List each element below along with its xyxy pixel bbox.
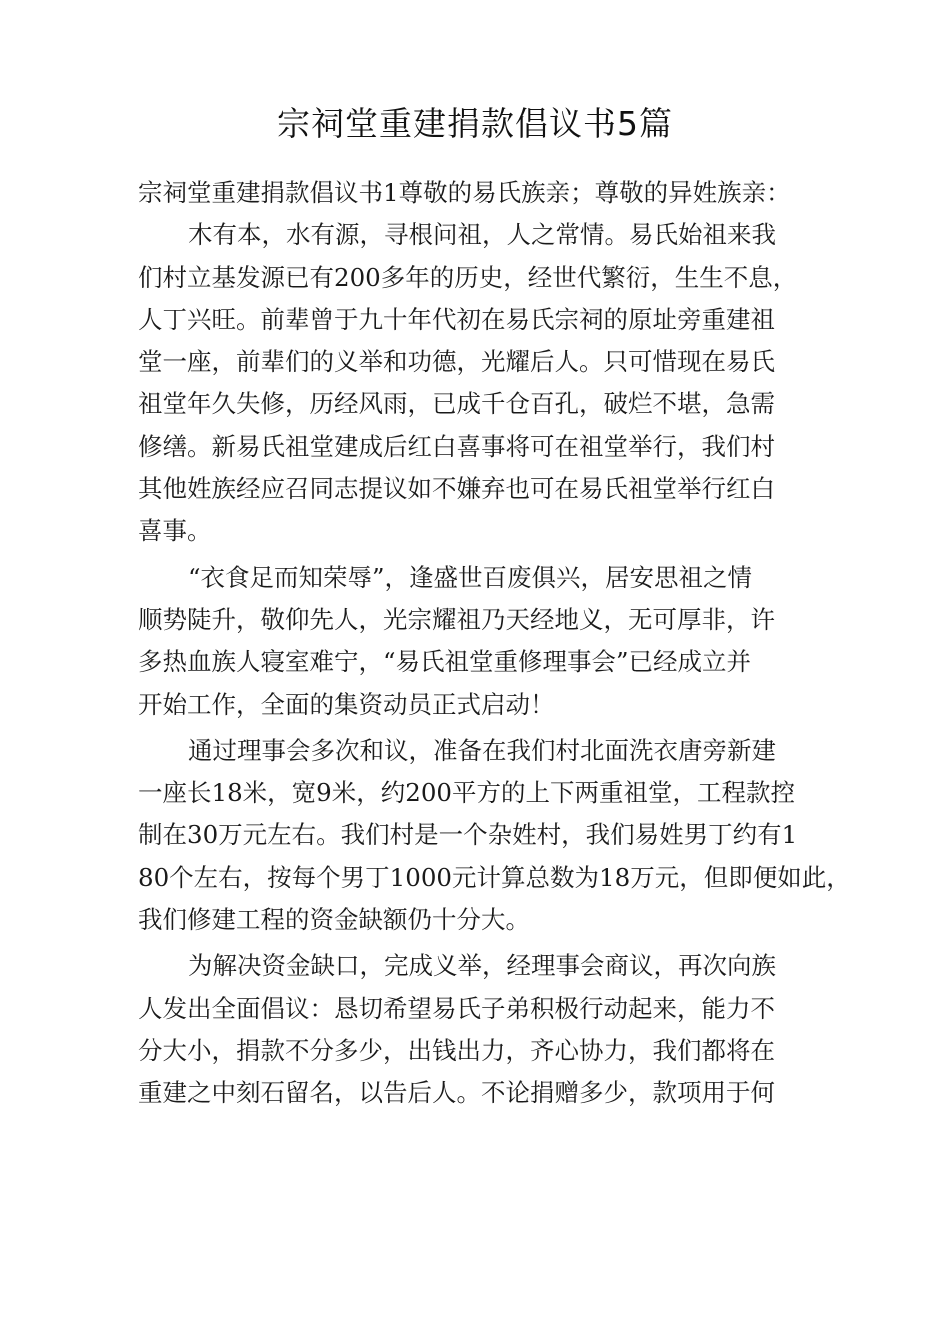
paragraph-line: 开始工作，全面的集资动员正式启动！ [138,689,555,719]
paragraph-line: 们村立基发源已有200多年的历史，经世代繁衍，生生不息， [138,262,798,292]
document-body [138,172,851,1115]
paragraph-line: 堂一座，前辈们的义举和功德，光耀后人。只可惜现在易氏 [138,347,775,377]
paragraph-line: 其他姓族经应召同志提议如不嫌弃也可在易氏祖堂举行红白 [138,474,775,504]
paragraph-line: 人丁兴旺。前辈曾于九十年代初在易氏宗祠的原址旁重建祖 [138,304,775,334]
paragraph-line: 重建之中刻石留名，以告后人。不论捐赠多少，款项用于何 [138,1078,775,1108]
paragraph-line: 人发出全面倡议：恳切希望易氏子弟积极行动起来，能力不 [138,993,775,1023]
paragraph-line: 通过理事会多次和议，准备在我们村北面洗衣唐旁新建 [188,735,776,765]
paragraph-line: 80个左右，按每个男丁1000元计算总数为18万元，但即便如此， [138,862,851,892]
paragraph-line: 宗祠堂重建捐款倡议书1尊敬的易氏族亲；尊敬的异姓族亲： [138,178,791,207]
paragraph-line: 一座长18米，宽9米，约200平方的上下两重祖堂，工程款控 [138,778,796,808]
paragraph-line: 为解决资金缺口，完成义举，经理事会商议，再次向族 [188,951,776,981]
document-title: 宗祠堂重建捐款倡议书5篇 [277,104,673,143]
paragraph-line: 祖堂年久失修，历经风雨，已成千仓百孔，破烂不堪，急需 [138,389,775,419]
paragraph-line: 制在30万元左右。我们村是一个杂姓村，我们易姓男丁约有1 [138,820,798,850]
paragraph-line: 分大小，捐款不分多少，出钱出力，齐心协力，我们都将在 [138,1035,775,1065]
paragraph-line: 多热血族人寝室难宁，“易氏祖堂重修理事会”已经成立并 [138,647,752,677]
paragraph-line: “衣食足而知荣辱”，逢盛世百废俱兴，居安思祖之情 [188,562,753,592]
paragraph-line: 顺势陡升，敬仰先人，光宗耀祖乃天经地义，无可厚非，许 [138,604,775,634]
paragraph-line: 我们修建工程的资金缺额仍十分大。 [138,905,530,935]
paragraph-line: 喜事。 [138,516,212,546]
paragraph-line: 木有本，水有源，寻根问祖，人之常情。易氏始祖来我 [188,220,776,250]
paragraph-line: 修缮。新易氏祖堂建成后红白喜事将可在祖堂举行，我们村 [138,431,775,461]
